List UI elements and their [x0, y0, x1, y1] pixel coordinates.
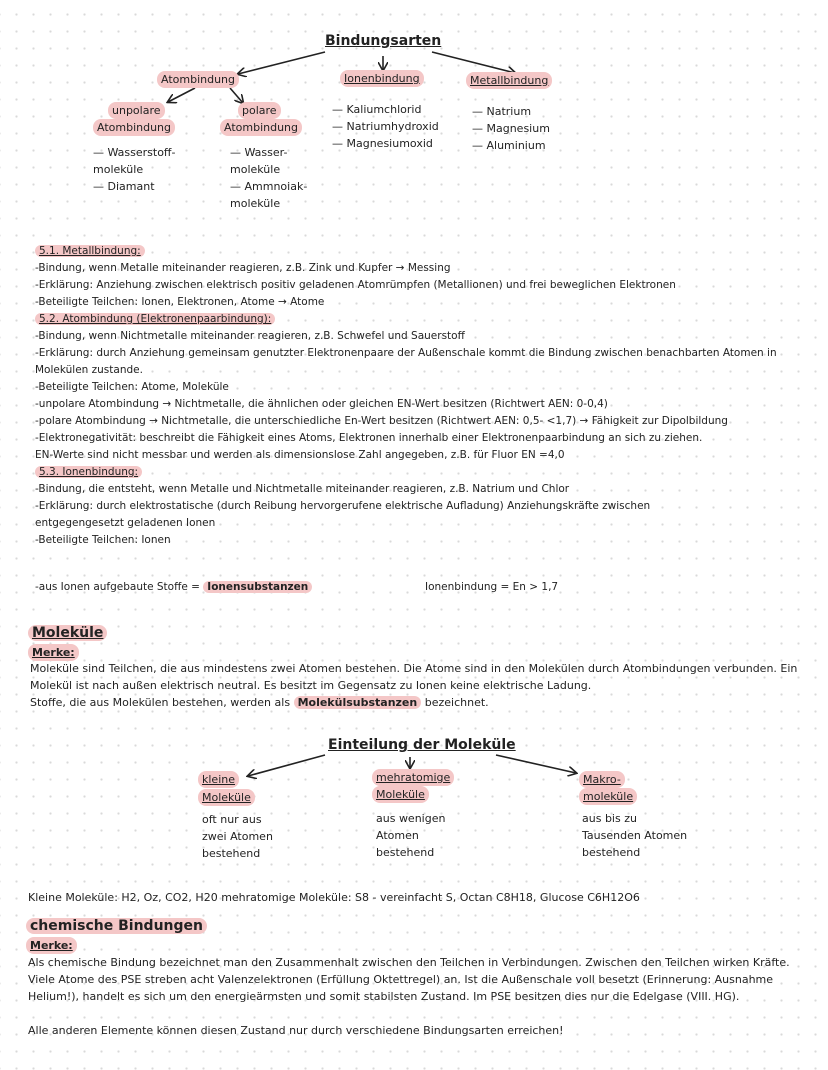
arrow-to-atombindung: [238, 52, 325, 74]
mehratomige-desc: aus wenigen Atomen bestehend: [376, 812, 446, 859]
mehratomige-line2: Moleküle: [372, 786, 429, 803]
mehratomige-line1: mehratomige: [372, 769, 454, 786]
molecule-examples: Kleine Moleküle: H2, Oz, CO2, H20 mehratomige Moleküle: S8 - vereinfacht S, Octan C8H18, Glucose C6H12O6: [28, 891, 640, 904]
molekuele-text: Moleküle sind Teilchen, die aus mindestens zwei Atomen bestehen. Die Atome sind in den Molekülen durch Atombindungen verbunden. Ein Molekül ist nach außen elektrisch neutral. Es besitzt im Gegensatz zu Ionen keine elektrische Ladung. Stoffe, die aus Molekülen bestehen, werden als Molekülsubstanzen bezeichnet.: [30, 662, 798, 709]
bindungsarten-title: Bindungsarten: [325, 33, 442, 49]
metallbindung-node: Metallbindung: [466, 72, 552, 89]
einteilung-title: Einteilung der Moleküle: [328, 737, 516, 753]
kleine-line2: Moleküle: [198, 789, 255, 806]
unpolare-line1: unpolare: [108, 102, 165, 119]
arrow-to-kleine: [248, 755, 325, 776]
unpolare-line2: Atombindung: [93, 119, 175, 136]
makro-line2: moleküle: [579, 788, 637, 805]
ionenbindung-node: Ionenbindung: [340, 70, 424, 87]
polare-line2: Atombindung: [220, 119, 302, 136]
arrow-to-metallbindung: [432, 52, 515, 73]
section-metallbindung: 5.1. Metallbindung: -Bindung, wenn Metalle miteinander reagieren, z.B. Zink und Kupfer → Messing -Erklärung: Anziehung zwischen elektrisch positiv geladenen Atomrümpfen (Metallionen) und frei beweglichen Elektronen -Beteiligte Teilchen: Ionen, Elektronen, Atome → Atome 5.2. Atombindung (Elektronenpaarbindung): -Bindung, wenn Nichtmetalle miteinander reagieren, z.B. Schwefel und Sauerstoff -Erklärung: durch Anziehung gemeinsam genutzter Elektronenpaare der Außenschale kommt die Bindung zwischen benachbarten Atomen in Molekülen zustande. -Beteiligte Teilchen: Atome, Moleküle -unpolare Atombindung → Nichtmetalle, die ähnlichen oder gleichen EN-Wert besitzen (Richtwert AEN: 0-0,4) -polare Atombindung → Nichtmetalle, die unterschiedliche En-Wert besitzen (Richtwert AEN: 0,5- <1,7) → Fähigkeit zur Dipolbildung -Elektronegativität: beschreibt die Fähigkeit eines Atoms, Elektronen innerhalb einer Elektronenpaarbindung an sich zu ziehen. EN-Werte sind nicht messbar und werden als dimensionslose Zahl angegeben, z.B. für Fluor EN =4,0 5.3. Ionenbindung: -Bindung, die entsteht, wenn Metalle und Nichtmetalle miteinander reagieren, z.B. Natrium und Chlor -Erklärung: durch elektrostatische (durch Reibung hervorgerufene elektrische Aufladung) Anziehungskräfte zwischen entgegengesetzt geladenen Ionen -Beteiligte Teilchen: Ionen: [35, 245, 777, 546]
atombindung-node: Atombindung: [157, 71, 239, 88]
ionenbindung-heading: 5.3. Ionenbindung:: [35, 466, 142, 478]
kleine-line1: kleine: [198, 771, 239, 788]
molekuele-merke: Merke:: [28, 644, 79, 661]
unpolar-examples: — Wasserstoff- moleküle — Diamant: [93, 146, 176, 193]
ionenbindung-rule: Ionenbindung = En > 1,7: [425, 581, 559, 593]
chem-title: chemische Bindungen: [26, 918, 207, 934]
polare-line1: polare: [238, 102, 281, 119]
chem-text: Als chemische Bindung bezeichnet man den Zusammenhalt zwischen den Teilchen in Verbindungen. Zwischen den Teilchen wirken Kräfte. Viele Atome des PSE streben acht Valenzelektronen (Erfüllung Oktettregel) an. Ist die Außenschale voll besetzt (Erinnerung: Ausnahme Helium!), handelt es sich um den energieärmsten und somit stabilsten Zustand. Im PSE besitzen dies nur die Edelgase (VIII. HG).: [28, 956, 790, 1003]
metal-examples: — Natrium — Magnesium — Aluminium: [472, 105, 550, 152]
arrow-to-makro: [496, 755, 576, 773]
makro-desc: aus bis zu Tausenden Atomen bestehend: [582, 812, 688, 859]
molekuele-title: Moleküle: [28, 625, 107, 641]
makro-line1: Makro-: [579, 771, 625, 788]
ionensubstanzen-line: -aus Ionen aufgebaute Stoffe = Ionensubstanzen: [35, 579, 312, 596]
polar-examples: — Wasser- moleküle — Ammnoiak- moleküle: [230, 146, 308, 210]
arrow-to-unpolare: [168, 88, 195, 102]
chem-merke: Merke:: [26, 937, 77, 954]
chem-closing: Alle anderen Elemente können diesen Zustand nur durch verschiedene Bindungsarten erreichen!: [28, 1024, 564, 1037]
kleine-desc: oft nur aus zwei Atomen bestehend: [202, 813, 273, 860]
metallbindung-heading: 5.1. Metallbindung:: [35, 245, 145, 257]
arrow-to-polare: [230, 88, 243, 103]
atombindung-heading: 5.2. Atombindung (Elektronenpaarbindung):: [35, 313, 275, 325]
ion-examples: — Kaliumchlorid — Natriumhydroxid — Magnesiumoxid: [332, 103, 439, 150]
